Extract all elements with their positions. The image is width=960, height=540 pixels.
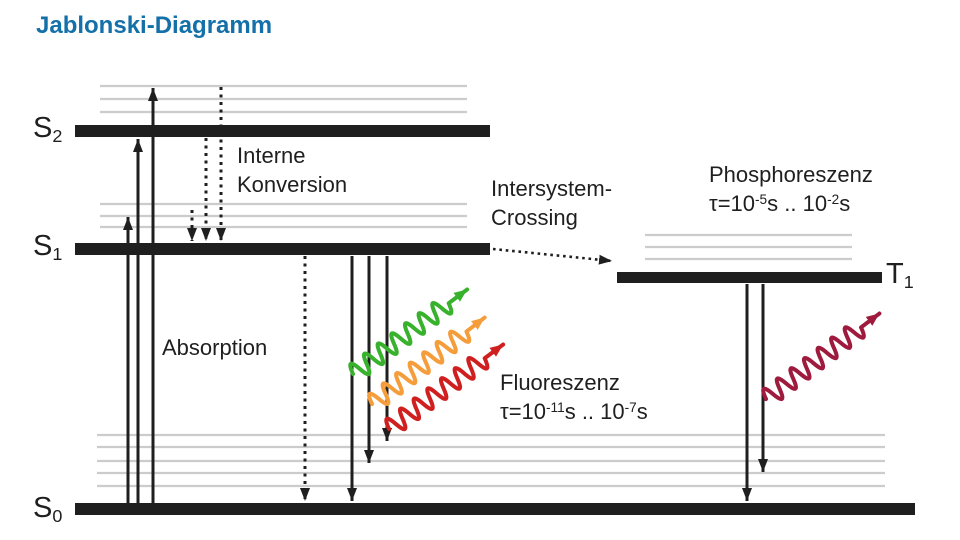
s2-level-label — [33, 114, 62, 145]
fluorescence-arrows — [352, 256, 387, 501]
phosphorescence-label-name: Phosphoreszenz — [709, 162, 873, 187]
phos-tau-mid: s .. 10 — [767, 191, 828, 217]
phos-tau-suffix: s — [839, 191, 851, 217]
s2-label-sub: 2 — [52, 126, 63, 147]
t1-level-bar — [617, 272, 882, 283]
s0-label-base: S — [33, 492, 53, 524]
fluorescence-label-name: Fluoreszenz — [500, 370, 620, 395]
fluo-tau-prefix: τ=10 — [500, 399, 547, 425]
s0-vibrational-levels — [97, 435, 885, 486]
internal-conversion-label-line2: Konversion — [237, 172, 348, 198]
s1-label-base: S — [33, 230, 53, 262]
absorption-arrows — [128, 88, 153, 503]
fluo-tau-suffix: s — [636, 399, 648, 425]
fluorescence-lifetime — [500, 397, 648, 426]
t1-label-base: T — [886, 258, 904, 290]
s0-level-label — [33, 494, 62, 525]
s1-label-sub: 1 — [52, 244, 63, 265]
s0-label-sub: 0 — [52, 506, 63, 527]
page-title: Jablonski-Diagramm — [36, 12, 273, 39]
phosphorescence-arrows — [747, 284, 763, 501]
phosphorescence-photon-wave — [760, 306, 885, 407]
t1-label-sub: 1 — [903, 272, 914, 293]
intersystem-crossing-label — [491, 174, 612, 232]
fluo-tau-exponent2: -7 — [624, 400, 637, 416]
fluo-tau-exponent1: -11 — [546, 400, 565, 416]
t1-vibrational-levels — [645, 235, 852, 259]
internal-conversion-label — [237, 141, 347, 199]
s1-vibrational-levels — [100, 204, 467, 227]
phosphorescence-label — [709, 160, 873, 218]
absorption-label: Absorption — [162, 335, 268, 360]
s2-level-bar — [75, 125, 490, 137]
fluo-tau-mid: s .. 10 — [564, 399, 625, 425]
s0-level-bar — [75, 503, 915, 515]
intersystem-crossing-arrow — [493, 249, 612, 261]
s2-vibrational-levels — [100, 86, 467, 112]
s1-level-label — [33, 232, 62, 263]
fluorescence-label — [500, 368, 648, 426]
phos-tau-exponent1: -5 — [755, 192, 768, 208]
intersystem-crossing-label-line1: Intersystem- — [491, 176, 613, 201]
intersystem-crossing-label-line2: Crossing — [491, 205, 578, 231]
phosphorescence-lifetime — [709, 189, 873, 218]
s2-label-base: S — [33, 112, 53, 144]
phos-tau-exponent2: -2 — [827, 192, 840, 208]
internal-conversion-arrows — [192, 87, 221, 241]
phos-tau-prefix: τ=10 — [709, 191, 756, 217]
t1-level-label — [886, 260, 914, 291]
internal-conversion-label-line1: Interne — [237, 143, 306, 168]
